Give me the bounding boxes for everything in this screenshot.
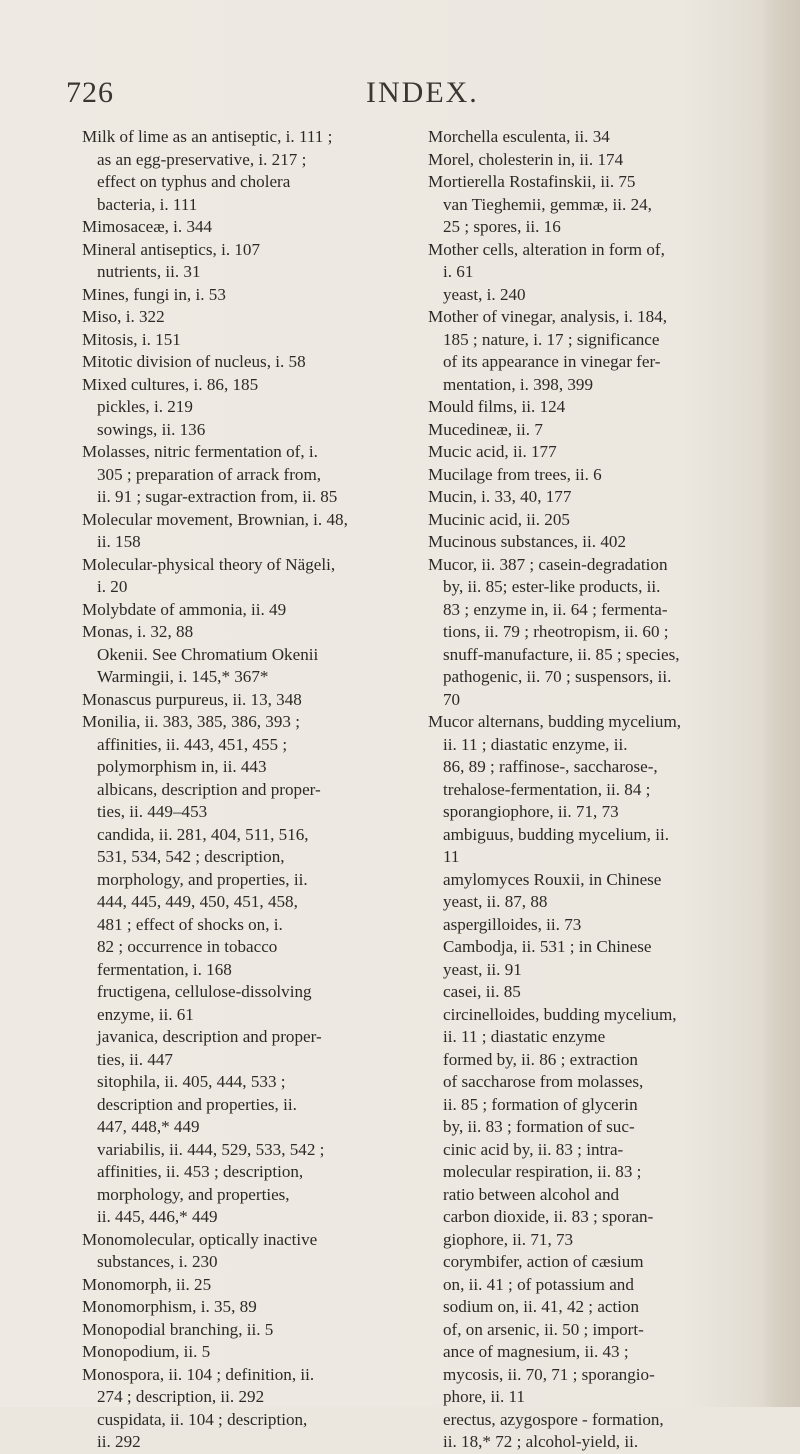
- index-line: Mixed cultures, i. 86, 185: [82, 374, 259, 394]
- index-line: polymorphism in, ii. 443: [97, 757, 267, 776]
- index-line: affinities, ii. 443, 451, 455 ;: [97, 734, 288, 754]
- index-line: Monomorph, ii. 25: [82, 1274, 212, 1294]
- index-line: Monas, i. 32, 88: [82, 622, 194, 641]
- index-line: morphology, and properties, ii.: [97, 869, 308, 889]
- index-line: casei, ii. 85: [443, 982, 521, 1001]
- index-line: of its appearance in vinegar fer-: [443, 352, 661, 371]
- index-line: Mucic acid, ii. 177: [428, 442, 557, 461]
- index-line: Monilia, ii. 383, 385, 386, 393 ;: [82, 712, 300, 731]
- index-line: ii. 85 ; formation of glycerin: [443, 1094, 638, 1114]
- index-line: Mucilage from trees, ii. 6: [428, 464, 602, 484]
- index-line: yeast, ii. 87, 88: [443, 892, 548, 911]
- index-line: 531, 534, 542 ; description,: [97, 847, 285, 866]
- index-line: Cambodja, ii. 531 ; in Chinese: [443, 937, 652, 956]
- index-line: Morel, cholesterin in, ii. 174: [428, 149, 624, 169]
- index-line: sodium on, ii. 41, 42 ; action: [443, 1297, 640, 1316]
- index-line: molecular respiration, ii. 83 ;: [443, 1162, 642, 1181]
- index-line: giophore, ii. 71, 73: [443, 1229, 574, 1249]
- index-line: cuspidata, ii. 104 ; description,: [97, 1409, 308, 1429]
- index-line: tions, ii. 79 ; rheotropism, ii. 60 ;: [443, 622, 669, 641]
- index-line: 70: [443, 689, 461, 709]
- index-line: by, ii. 83 ; formation of suc-: [443, 1117, 635, 1136]
- index-line: ii. 11 ; diastatic enzyme: [443, 1027, 606, 1046]
- index-line: 447, 448,* 449: [97, 1117, 200, 1136]
- index-line: 185 ; nature, i. 17 ; significance: [443, 329, 660, 349]
- index-line: phore, ii. 11: [443, 1387, 525, 1406]
- index-line: Mucedineæ, ii. 7: [428, 419, 543, 439]
- index-line: ii. 292: [97, 1432, 141, 1451]
- page-header: [0, 76, 800, 116]
- index-line: ii. 158: [97, 532, 141, 551]
- index-line: mentation, i. 398, 399: [443, 374, 594, 394]
- index-line: on, ii. 41 ; of potassium and: [443, 1274, 634, 1294]
- index-line: 444, 445, 449, 450, 451, 458,: [97, 892, 298, 911]
- index-line: Mucinous substances, ii. 402: [428, 532, 626, 551]
- index-line: Mucin, i. 33, 40, 177: [428, 487, 572, 506]
- index-line: candida, ii. 281, 404, 511, 516,: [97, 824, 309, 844]
- index-line: yeast, i. 240: [443, 284, 526, 304]
- index-line: albicans, description and proper-: [97, 779, 321, 799]
- index-line: morphology, and properties,: [97, 1184, 290, 1204]
- index-line: 86, 89 ; raffinose-, saccharose-,: [443, 757, 658, 776]
- index-column-right: [428, 126, 753, 1454]
- index-line: Okenii. See Chromatium Okenii: [97, 644, 319, 664]
- index-line: Molybdate of ammonia, ii. 49: [82, 599, 287, 619]
- index-line: bacteria, i. 111: [97, 194, 198, 214]
- index-line: Mould films, ii. 124: [428, 397, 566, 416]
- index-line: ambiguus, budding mycelium, ii.: [443, 824, 669, 844]
- index-line: circinelloides, budding mycelium,: [443, 1004, 677, 1024]
- index-line: javanica, description and proper-: [97, 1027, 322, 1046]
- index-line: amylomyces Rouxii, in Chinese: [443, 869, 662, 889]
- index-line: Mother cells, alteration in form of,: [428, 239, 665, 259]
- index-line: 82 ; occurrence in tobacco: [97, 937, 278, 956]
- index-line: effect on typhus and cholera: [97, 172, 291, 191]
- running-head-title: INDEX.: [366, 76, 479, 109]
- index-line: ii. 91 ; sugar-extraction from, ii. 85: [97, 487, 338, 506]
- index-line: as an egg-preservative, i. 217 ;: [97, 149, 307, 169]
- index-line: ii. 18,* 72 ; alcohol-yield, ii.: [443, 1432, 639, 1451]
- index-line: Mucinic acid, ii. 205: [428, 509, 570, 529]
- index-line: Warmingii, i. 145,* 367*: [97, 667, 269, 686]
- index-line: Mimosaceæ, i. 344: [82, 217, 213, 236]
- index-line: 481 ; effect of shocks on, i.: [97, 914, 283, 934]
- index-line: Monomolecular, optically inactive: [82, 1229, 318, 1249]
- index-line: carbon dioxide, ii. 83 ; sporan-: [443, 1207, 654, 1226]
- index-line: cinic acid by, ii. 83 ; intra-: [443, 1139, 624, 1159]
- index-line: formed by, ii. 86 ; extraction: [443, 1049, 638, 1069]
- index-line: Morchella esculenta, ii. 34: [428, 127, 610, 146]
- index-line: of saccharose from molasses,: [443, 1072, 644, 1091]
- index-column-left: [82, 126, 402, 1454]
- index-line: Monascus purpureus, ii. 13, 348: [82, 689, 302, 709]
- index-line: sowings, ii. 136: [97, 419, 206, 439]
- index-line: corymbifer, action of cæsium: [443, 1252, 644, 1271]
- index-line: ties, ii. 447: [97, 1049, 173, 1069]
- index-line: 11: [443, 847, 460, 866]
- index-line: substances, i. 230: [97, 1252, 218, 1271]
- index-line: variabilis, ii. 444, 529, 533, 542 ;: [97, 1139, 325, 1159]
- index-line: i. 20: [97, 577, 128, 596]
- index-line: ance of magnesium, ii. 43 ;: [443, 1342, 629, 1361]
- index-line: Monomorphism, i. 35, 89: [82, 1297, 257, 1316]
- index-line: Miso, i. 322: [82, 307, 165, 326]
- index-line: ties, ii. 449–453: [97, 802, 208, 821]
- index-line: ii. 11 ; diastatic enzyme, ii.: [443, 734, 628, 754]
- index-line: Monopodial branching, ii. 5: [82, 1319, 274, 1339]
- index-line: Mother of vinegar, analysis, i. 184,: [428, 307, 668, 326]
- index-line: 274 ; description, ii. 292: [97, 1387, 265, 1406]
- index-line: Mitosis, i. 151: [82, 329, 181, 349]
- index-line: Milk of lime as an antiseptic, i. 111 ;: [82, 127, 333, 146]
- index-line: sporangiophore, ii. 71, 73: [443, 802, 619, 821]
- index-line: mycosis, ii. 70, 71 ; sporangio-: [443, 1364, 655, 1384]
- index-line: 305 ; preparation of arrack from,: [97, 464, 322, 484]
- index-line: Mines, fungi in, i. 53: [82, 284, 226, 304]
- index-line: Mitotic division of nucleus, i. 58: [82, 352, 306, 371]
- index-line: nutrients, ii. 31: [97, 262, 201, 281]
- index-line: of, on arsenic, ii. 50 ; import-: [443, 1319, 644, 1339]
- page-edge-shadow: [762, 0, 800, 1407]
- index-line: erectus, azygospore - formation,: [443, 1409, 664, 1429]
- index-line: Molecular-physical theory of Nägeli,: [82, 554, 336, 574]
- index-line: Mineral antiseptics, i. 107: [82, 239, 261, 259]
- index-line: 83 ; enzyme in, ii. 64 ; fermenta-: [443, 599, 668, 619]
- index-line: ii. 445, 446,* 449: [97, 1207, 218, 1226]
- index-line: fructigena, cellulose-dissolving: [97, 982, 312, 1001]
- index-line: description and properties, ii.: [97, 1094, 297, 1114]
- index-line: Mortierella Rostafinskii, ii. 75: [428, 172, 636, 191]
- index-line: ratio between alcohol and: [443, 1184, 620, 1204]
- index-line: aspergilloides, ii. 73: [443, 914, 582, 934]
- index-line: 25 ; spores, ii. 16: [443, 217, 561, 236]
- index-line: Monopodium, ii. 5: [82, 1342, 211, 1361]
- index-line: fermentation, i. 168: [97, 959, 232, 979]
- index-line: Molecular movement, Brownian, i. 48,: [82, 509, 348, 529]
- index-line: Monospora, ii. 104 ; definition, ii.: [82, 1364, 315, 1384]
- index-line: snuff-manufacture, ii. 85 ; species,: [443, 644, 680, 664]
- index-line: Molasses, nitric fermentation of, i.: [82, 442, 318, 461]
- index-line: enzyme, ii. 61: [97, 1004, 194, 1024]
- index-line: i. 61: [443, 262, 474, 281]
- index-line: sitophila, ii. 405, 444, 533 ;: [97, 1072, 286, 1091]
- index-line: pathogenic, ii. 70 ; suspensors, ii.: [443, 667, 672, 686]
- index-line: yeast, ii. 91: [443, 959, 522, 979]
- index-line: Mucor, ii. 387 ; casein-degradation: [428, 554, 668, 574]
- index-line: van Tieghemii, gemmæ, ii. 24,: [443, 194, 652, 214]
- index-line: Mucor alternans, budding mycelium,: [428, 712, 682, 731]
- index-line: pickles, i. 219: [97, 397, 193, 416]
- index-line: trehalose-fermentation, ii. 84 ;: [443, 779, 651, 799]
- index-line: by, ii. 85; ester-like products, ii.: [443, 577, 661, 596]
- page-number: 726: [66, 76, 114, 109]
- index-line: affinities, ii. 453 ; description,: [97, 1162, 304, 1181]
